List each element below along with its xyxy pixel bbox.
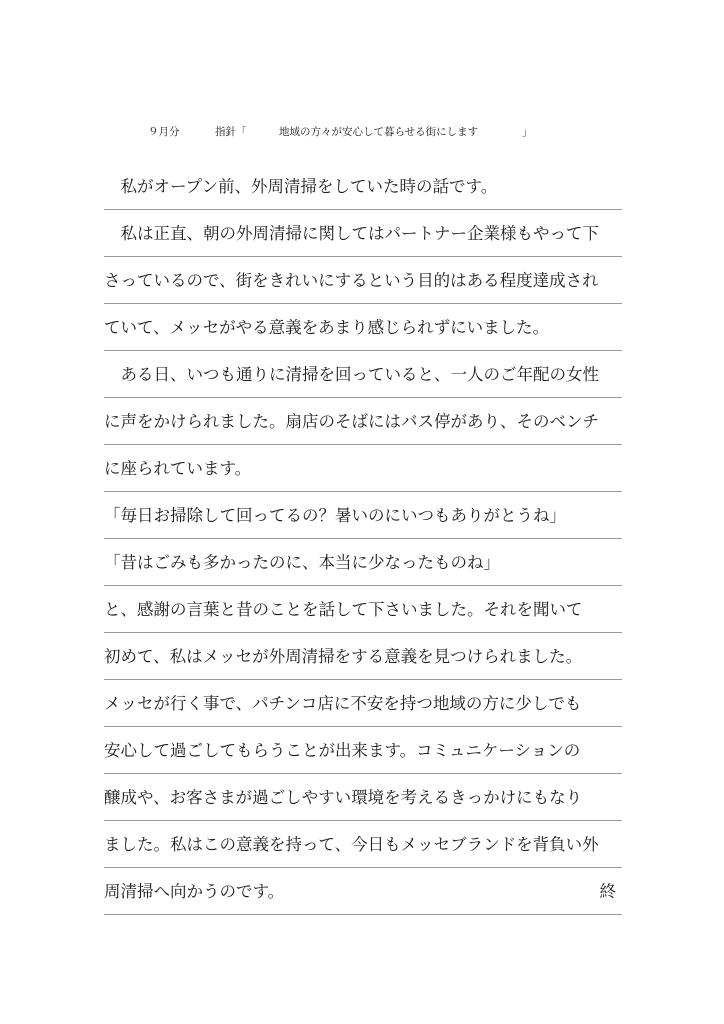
essay-line-text: 醸成や、お客さまが過ごしやすい環境を考えるきっかけにもなり bbox=[104, 788, 583, 807]
essay-line bbox=[104, 163, 622, 210]
document-header bbox=[0, 124, 724, 140]
essay-line bbox=[104, 680, 622, 727]
essay-line-text: 私がオープン前、外周清掃をしていた時の話です。 bbox=[104, 177, 498, 196]
essay-line bbox=[104, 492, 622, 539]
essay-line-text: 周清掃へ向かうのです。 bbox=[104, 882, 285, 901]
essay-line-text: に声をかけられました。扇店のそばにはバス停があり、そのベンチ bbox=[104, 412, 599, 431]
essay-line-text: に座られています。 bbox=[104, 459, 252, 478]
guideline-close-bracket: 」 bbox=[522, 126, 533, 138]
essay-line-text: 私は正直、朝の外周清掃に関してはパートナー企業様もやって下 bbox=[104, 224, 599, 243]
guideline-motto: 地域の方々が安心して暮らせる街にします bbox=[279, 126, 479, 138]
essay-line-text: 初めて、私はメッセが外周清掃をする意義を見つけられました。 bbox=[104, 647, 583, 666]
guideline-label: 指針「 bbox=[215, 126, 247, 138]
essay-line bbox=[104, 210, 622, 257]
essay-line bbox=[104, 539, 622, 586]
month-label: ９月分 bbox=[148, 126, 180, 138]
essay-line bbox=[104, 257, 622, 304]
essay-line bbox=[104, 633, 622, 680]
essay-line bbox=[104, 398, 622, 445]
essay-line-text: と、感謝の言葉と昔のことを話して下さいました。それを聞いて bbox=[104, 600, 583, 619]
essay-body bbox=[104, 163, 622, 915]
essay-line-text: ある日、いつも通りに清掃を回っていると、一人のご年配の女性 bbox=[104, 365, 599, 384]
essay-line bbox=[104, 304, 622, 351]
essay-line-text: ていて、メッセがやる意義をあまり感じられずにいました。 bbox=[104, 318, 550, 337]
essay-line bbox=[104, 351, 622, 398]
essay-line-last bbox=[104, 868, 622, 915]
essay-line bbox=[104, 445, 622, 492]
essay-line-text: 安心して過ごしてもらうことが出来ます。コミュニケーションの bbox=[104, 741, 581, 760]
essay-line bbox=[104, 727, 622, 774]
essay-line-text: ました。私はこの意義を持って、今日もメッセブランドを背負い外 bbox=[104, 835, 599, 854]
essay-line-text: さっているので、街をきれいにするという目的はある程度達成され bbox=[104, 271, 599, 290]
essay-line bbox=[104, 586, 622, 633]
essay-line bbox=[104, 774, 622, 821]
essay-line-text: 「昔はごみも多かったのに、本当に少なったものね」 bbox=[104, 553, 500, 572]
essay-line bbox=[104, 821, 622, 868]
essay-line-text: 「毎日お掃除して回ってるの？暑いのにいつもありがとうね」 bbox=[104, 506, 566, 525]
essay-line-text: メッセが行く事で、パチンコ店に不安を持つ地域の方に少しでも bbox=[104, 694, 582, 713]
end-mark: 終 bbox=[599, 882, 616, 901]
